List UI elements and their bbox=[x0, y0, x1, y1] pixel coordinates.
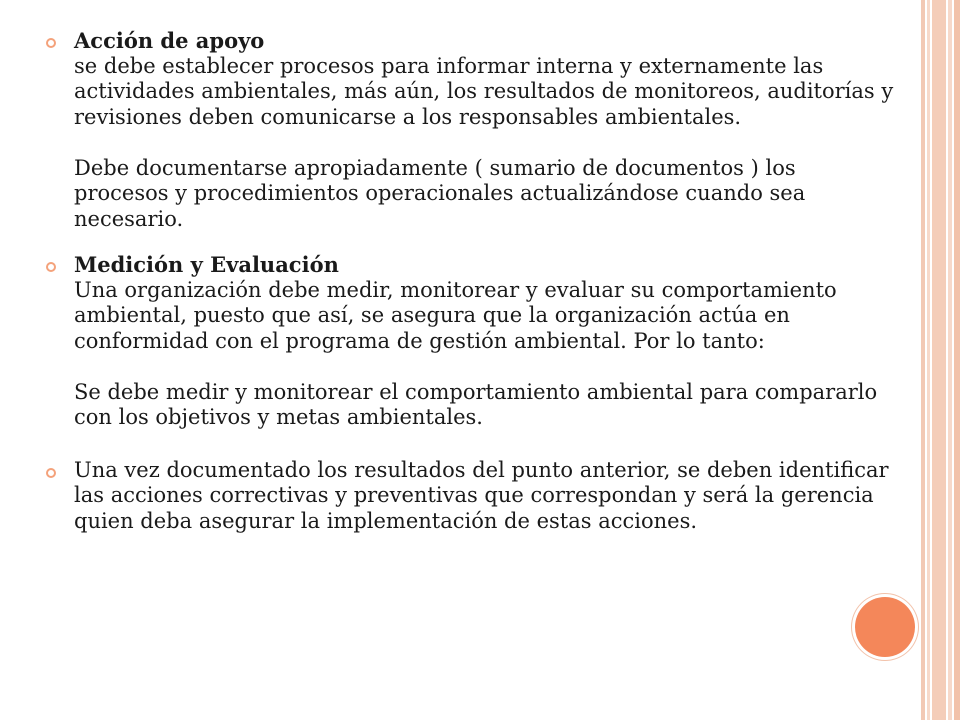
item-paragraph-block bbox=[74, 380, 894, 431]
item-paragraph: Una vez documentado los resultados del punto anterior, se deben identificar las acciones correctivas y preventivas que correspondan y será la gerencia quien deba asegurar la implementación de estas acciones. bbox=[74, 457, 889, 533]
decorative-circle bbox=[855, 597, 915, 657]
bullet-item-medicion-y-evaluacion bbox=[44, 252, 894, 431]
item-paragraph: Debe documentarse apropiadamente ( sumario de documentos ) los procesos y procedimientos operacionales actualizándose cuando sea necesario. bbox=[74, 155, 806, 231]
decorative-stripe bbox=[927, 0, 930, 720]
item-paragraph: Se debe medir y monitorear el comportamiento ambiental para compararlo con los objetivos y metas ambientales. bbox=[74, 379, 878, 429]
bullet-circle-icon bbox=[46, 38, 56, 48]
item-paragraph-block bbox=[74, 156, 894, 233]
bullet-item-accion-de-apoyo bbox=[44, 28, 894, 232]
bullet-item-acciones-correctivas bbox=[44, 458, 894, 535]
bullet-circle-icon bbox=[46, 262, 56, 272]
item-text bbox=[74, 28, 894, 130]
decorative-stripe bbox=[932, 0, 946, 720]
slide-body bbox=[44, 28, 894, 534]
item-paragraph: Una organización debe medir, monitorear y evaluar su comportamiento ambiental, puesto que así, se asegura que la organización actúa en conformidad con el programa de gestión ambiental. Por lo tanto: bbox=[74, 277, 837, 353]
item-title: Medición y Evaluación bbox=[74, 252, 339, 277]
decorative-stripe bbox=[921, 0, 925, 720]
item-title: Acción de apoyo bbox=[74, 28, 265, 53]
decorative-stripe bbox=[948, 0, 952, 720]
bullet-circle-icon bbox=[46, 468, 56, 478]
item-text bbox=[74, 458, 894, 535]
item-paragraph: se debe establecer procesos para informar interna y externamente las actividades ambientales, más aún, los resultados de monitoreos, auditorías y revisiones deben comunicarse a los responsables ambientales. bbox=[74, 53, 894, 129]
item-text bbox=[74, 252, 894, 354]
decorative-stripe bbox=[954, 0, 960, 720]
